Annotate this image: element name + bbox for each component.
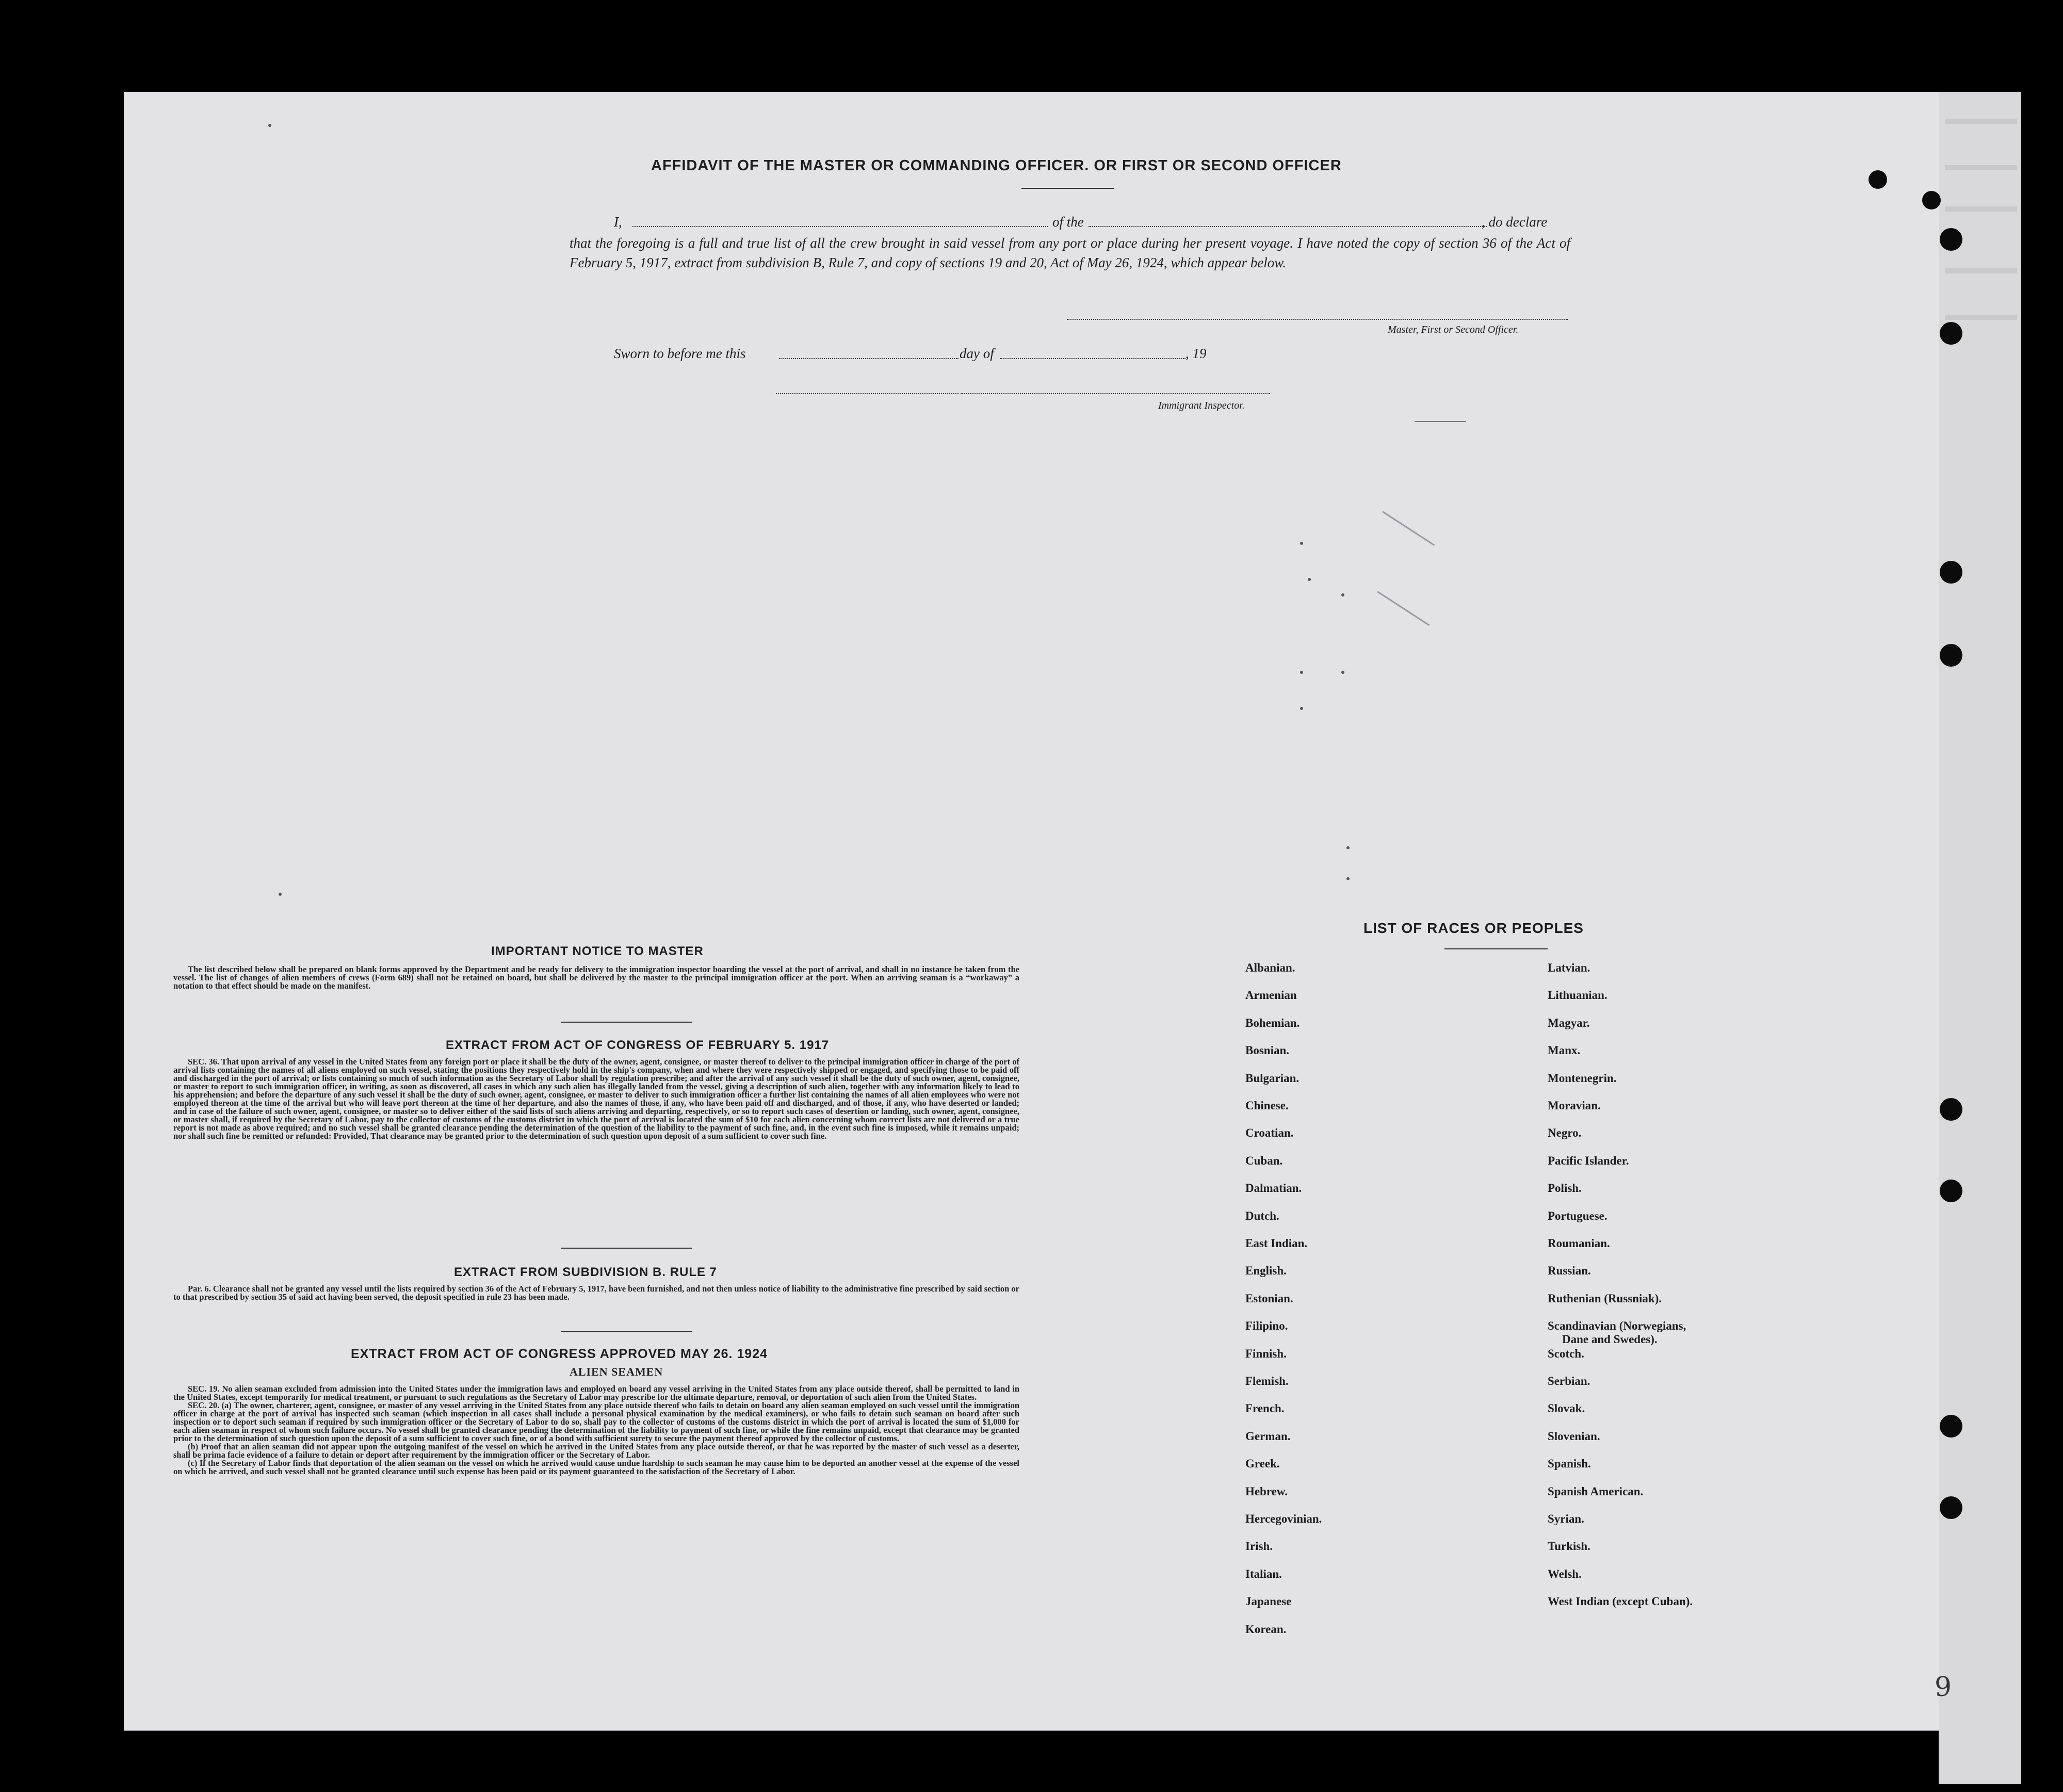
races-title: LIST OF RACES OR PEOPLES xyxy=(1363,920,1584,936)
rule7-heading: EXTRACT FROM SUBDIVISION B. RULE 7 xyxy=(454,1265,718,1279)
rule7-text xyxy=(173,1285,1019,1301)
extract-1917-text xyxy=(173,1058,1019,1140)
affidavit-paragraph: that the foregoing is a full and true list of all the crew brought in said vessel from any port or place during her present voyage. I have noted the copy of section 36 of the Act of February 5, 1917, extract from subdivision B, Rule 7, and copy of sections 19 and 20, Act of May 26, 1924, which appear below. xyxy=(570,235,1570,270)
bleed-line xyxy=(1945,315,2017,320)
speck xyxy=(1300,542,1303,545)
alien-seamen-subheading: ALIEN SEAMEN xyxy=(570,1365,663,1378)
sec-20a-paragraph: SEC. 20. (a) The owner, charterer, agent, consignee, or master of any vessel arriving in the United States from any place outside thereof who fails to detain on board any alien seaman employed on such vessel until the immigration officer in charge at the port of arrival has inspected such seaman (which inspection in all cases shall include a personal physical examination by the medical examiners), or who fails to detain such seaman on board after such inspection or to deport such seaman if required by such immigration officer or the Secretary of Labor to do so, shall pay to the collector of customs of the customs district in which the port of arrival is located the sum of $1,000 for each alien seaman in respect of whom such failure occurs. No vessel shall be granted clearance pending the determination of the liability to payment of such fine, or while the fine remains unpaid, except that clearance may be granted prior to the determination of such question upon the deposit of a sum sufficient to cover such fine, or of a bond with sufficient surety to secure the payment thereof approved by the collector of customs. xyxy=(173,1400,1019,1443)
master-signature-line[interactable] xyxy=(1067,319,1568,320)
race-item: Russian. xyxy=(1548,1264,1591,1278)
race-item: Spanish. xyxy=(1548,1457,1591,1471)
race-item: West Indian (except Cuban). xyxy=(1548,1595,1693,1608)
race-item: Albanian. xyxy=(1245,961,1295,974)
race-item: Portuguese. xyxy=(1548,1209,1607,1222)
race-item: Ruthenian (Russniak). xyxy=(1548,1291,1662,1305)
race-item: Polish. xyxy=(1548,1182,1582,1195)
race-item: Irish. xyxy=(1245,1540,1273,1553)
notice-text xyxy=(173,965,1019,990)
race-item: Syrian. xyxy=(1548,1512,1584,1525)
race-item: Cuban. xyxy=(1245,1154,1283,1167)
race-item: French. xyxy=(1245,1402,1285,1415)
race-item: Serbian. xyxy=(1548,1375,1590,1387)
divider-rule xyxy=(561,1331,692,1332)
extract-1917-heading: EXTRACT FROM ACT OF CONGRESS OF FEBRUARY 5. 1917 xyxy=(446,1038,830,1052)
inspector-blank-line-1[interactable] xyxy=(776,393,959,394)
punch-hole xyxy=(1922,191,1941,209)
speck xyxy=(268,124,271,127)
speck xyxy=(1308,578,1311,581)
race-item: Greek. xyxy=(1245,1457,1280,1471)
speck xyxy=(1300,707,1303,710)
bleed-line xyxy=(1945,119,2017,124)
i-label: I, xyxy=(614,214,622,230)
race-item: Scandinavian (Norwegians, xyxy=(1548,1319,1686,1333)
race-item: Armenian xyxy=(1245,989,1297,1002)
divider-rule xyxy=(561,1248,692,1249)
race-item: Hebrew. xyxy=(1245,1484,1288,1498)
year-label: , 19 xyxy=(1185,346,1207,361)
race-item: Chinese. xyxy=(1245,1099,1289,1112)
punch-hole xyxy=(1869,170,1887,189)
punch-hole xyxy=(1940,1098,1962,1121)
sec-20b-paragraph: (b) Proof that an alien seaman did not appear upon the outgoing manifest of the vessel on which he arrived in the United States from any place outside thereof, or that he was reported by the master of such vessel as a deserter, shall be prima facie evidence of a failure to detain or deport after requirement by the immigration officer or the Secretary of Labor. xyxy=(173,1442,1019,1460)
bleed-line xyxy=(1945,206,2017,212)
race-item: Dutch. xyxy=(1245,1209,1279,1222)
race-item: Bulgarian. xyxy=(1245,1071,1299,1085)
inspector-signature-line[interactable] xyxy=(961,393,1270,394)
race-item: Spanish American. xyxy=(1548,1484,1644,1498)
sec-36-paragraph: SEC. 36. That upon arrival of any vessel in the United States from any foreign port or place it shall be the duty of the owner, agent, consignee, or master thereof to deliver to the principal immigration officer in charge of the port of arrival lists containing the names of all aliens employed on such vessel, stating the positions they respectively hold in the ship's company, when and where they were respectively shipped or engaged, and specifying those to be paid off and discharged in the port of arrival; or lists containing so much of such information as the Secretary of Labor shall by regulation prescribe; and after the arrival of any such vessel it shall be the duty of such owner, agent, consignee, or master to report to such immigration officer, in writing, as soon as discovered, all cases in which any such alien has illegally landed from the vessel, giving a description of such alien, together with any information likely to lead to his apprehension; and before the departure of any such vessel it shall be the duty of such owner, agent, consignee, or master to deliver to such immigration officer a further list containing the names of all alien employees who were not employed thereon at the time of the arrival but who will leave port thereon at the time of her departure, and also the names of those, if any, who have been paid off and discharged, and of those, if any, who have deserted or landed; and in case of the failure of such owner, agent, consignee, or master so to deliver either of the said lists of such aliens arriving and departing, respectively, or so to report such cases of desertion or landing, such owner, agent, consignee, or master shall, if required by the Secretary of Labor, pay to the collector of customs of the customs district in which the port of arrival is located the sum of $10 for each alien concerning whom correct lists are not delivered or a true report is not made as above required; and no such vessel shall be granted clearance pending the determination of the question of the liability to the payment of such fine, and, in the event such fine is imposed, while it remains unpaid; nor shall such fine be remitted or refunded: Provided, That clearance may be granted prior to the determination of such question upon deposit of a sum sufficient to cover such fine. xyxy=(173,1057,1019,1141)
race-item: Magyar. xyxy=(1548,1016,1590,1029)
bleed-line xyxy=(1945,165,2017,170)
race-item: German. xyxy=(1245,1429,1291,1443)
race-item: Filipino. xyxy=(1245,1319,1288,1333)
name-blank-line[interactable] xyxy=(632,226,1048,227)
race-item: Negro. xyxy=(1548,1126,1582,1140)
document-page xyxy=(124,92,1939,1731)
race-item: Hercegovinian. xyxy=(1245,1512,1322,1525)
punch-hole xyxy=(1940,561,1962,584)
bleed-line xyxy=(1945,268,2017,273)
of-the-label: of the xyxy=(1052,214,1084,230)
race-item: Moravian. xyxy=(1548,1099,1601,1112)
race-item: Dalmatian. xyxy=(1245,1182,1302,1195)
speck xyxy=(1346,846,1350,849)
speck xyxy=(1300,671,1303,674)
race-item: Finnish. xyxy=(1245,1347,1287,1360)
race-item: Bosnian. xyxy=(1245,1044,1290,1057)
master-caption: Master, First or Second Officer. xyxy=(1388,324,1519,335)
day-of-label: day of xyxy=(960,346,994,361)
races-title-rule xyxy=(1444,948,1548,949)
notice-heading: IMPORTANT NOTICE TO MASTER xyxy=(491,944,704,958)
race-item: English. xyxy=(1245,1264,1287,1278)
extract-1924-text xyxy=(173,1385,1019,1476)
sworn-label: Sworn to before me this xyxy=(614,346,746,361)
small-rule xyxy=(1415,421,1466,422)
month-blank-line[interactable] xyxy=(1000,358,1185,359)
race-item: Roumanian. xyxy=(1548,1237,1610,1250)
race-item: Estonian. xyxy=(1245,1291,1293,1305)
race-item: Italian. xyxy=(1245,1567,1282,1580)
race-item: Lithuanian. xyxy=(1548,989,1607,1002)
punch-hole xyxy=(1940,1496,1962,1519)
punch-hole xyxy=(1940,322,1962,345)
speck xyxy=(1346,877,1350,880)
speck xyxy=(279,893,282,896)
race-item: Slovenian. xyxy=(1548,1429,1600,1443)
race-item: Slovak. xyxy=(1548,1402,1585,1415)
day-blank-line[interactable] xyxy=(779,358,959,359)
race-item: Flemish. xyxy=(1245,1375,1289,1387)
race-item: Dane and Swedes). xyxy=(1562,1333,1658,1346)
race-item: Croatian. xyxy=(1245,1126,1294,1140)
vessel-blank-line[interactable] xyxy=(1089,226,1487,227)
race-item: Pacific Islander. xyxy=(1548,1154,1629,1167)
race-item: Korean. xyxy=(1245,1622,1287,1636)
race-item: East Indian. xyxy=(1245,1237,1308,1250)
punch-hole xyxy=(1940,1415,1962,1438)
title-rule xyxy=(1021,188,1114,189)
punch-hole xyxy=(1940,644,1962,667)
speck xyxy=(1341,671,1344,674)
race-item: Bohemian. xyxy=(1245,1016,1300,1029)
race-item: Welsh. xyxy=(1548,1567,1582,1580)
speck xyxy=(1341,593,1344,596)
do-declare-label: , do declare xyxy=(1482,214,1548,230)
race-item: Japanese xyxy=(1245,1595,1292,1608)
race-item: Manx. xyxy=(1548,1044,1581,1057)
sec-19-paragraph: SEC. 19. No alien seaman excluded from admission into the United States under the immigration laws and employed on board any vessel arriving in the United States from any place outside thereof, shall be permitted to land in the United States, except temporarily for medical treatment, or pursuant to such regulations as the Secretary of Labor may prescribe for the ultimate departure, removal, or deportation of such alien from the United States. xyxy=(173,1384,1019,1402)
punch-hole xyxy=(1940,1180,1962,1202)
race-item: Scotch. xyxy=(1548,1347,1584,1360)
page-number: 9 xyxy=(1935,1672,1952,1703)
notice-paragraph: The list described below shall be prepared on blank forms approved by the Department and be ready for delivery to the immigration inspector boarding the vessel at the port of arrival, and shall in no instance be taken from the vessel. The list of changes of alien members of crews (Form 689) shall not be retained on board, but shall be delivered by the master to the principal immigration officer at the port. When an arriving seaman is a “workaway” a notation to that effect should be made on the manifest. xyxy=(173,964,1019,991)
inspector-caption: Immigrant Inspector. xyxy=(1158,400,1245,411)
race-item: Turkish. xyxy=(1548,1540,1590,1553)
par6-paragraph: Par. 6. Clearance shall not be granted any vessel until the lists required by section 36 of the Act of February 5, 1917, have been furnished, and not then unless notice of liability to the administrative fine prescribed by said section or to that prescribed by section 35 of said act having been served, the deposit specified in rule 23 has been made. xyxy=(173,1284,1019,1302)
underlying-page-edge xyxy=(1939,92,2021,1784)
extract-1924-heading: EXTRACT FROM ACT OF CONGRESS APPROVED MAY 26. 1924 xyxy=(351,1347,768,1361)
divider-rule xyxy=(561,1022,692,1023)
race-item: Montenegrin. xyxy=(1548,1071,1617,1085)
punch-hole xyxy=(1940,228,1962,251)
affidavit-title: AFFIDAVIT OF THE MASTER OR COMMANDING OFFICER. OR FIRST OR SECOND OFFICER xyxy=(651,157,1342,174)
sec-20c-paragraph: (c) If the Secretary of Labor finds that deportation of the alien seaman on the vessel on which he arrived would cause undue hardship to such seaman he may cause him to be deported an another vessel at the expense of the vessel on which he arrived, and such vessel shall not be granted clearance until such expense has been paid or its payment guaranteed to the satisfaction of the Secretary of Labor. xyxy=(173,1458,1019,1476)
race-item: Latvian. xyxy=(1548,961,1590,974)
